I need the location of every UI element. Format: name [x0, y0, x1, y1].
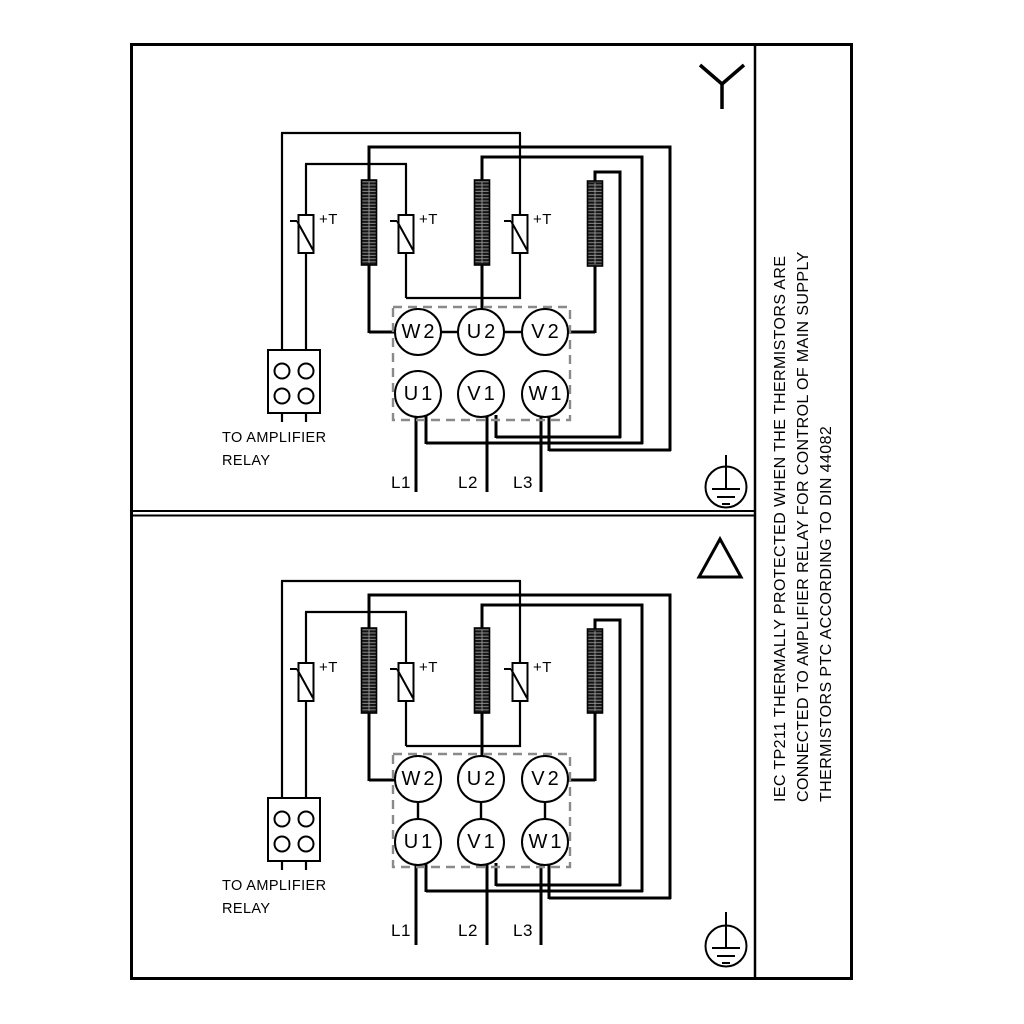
- thermistor-label: +T: [533, 211, 552, 228]
- supply-label-l1: L1: [391, 473, 411, 492]
- star-icon: [700, 65, 744, 109]
- supply-label-l2: L2: [458, 473, 478, 492]
- side-note-column: [757, 43, 853, 980]
- side-note-line1: IEC TP211 THERMALLY PROTECTED WHEN THE THERMISTORS ARE: [772, 255, 789, 802]
- supply-label-l2: L2: [458, 921, 478, 940]
- thermistor-label: +T: [319, 659, 338, 676]
- terminal-v2: V2: [521, 308, 569, 356]
- side-note-line3: THERMISTORS PTC ACCORDING TO DIN 44082: [818, 425, 835, 802]
- terminal-w2: W2: [394, 755, 442, 803]
- thermistor-label: +T: [419, 659, 438, 676]
- terminal-w2: W2: [394, 308, 442, 356]
- amplifier-relay-note-line2: RELAY: [222, 453, 271, 469]
- amplifier-relay-note-line2: RELAY: [222, 901, 271, 917]
- supply-label-l1: L1: [391, 921, 411, 940]
- terminal-u1: U1: [394, 818, 442, 866]
- terminal-u2: U2: [457, 308, 505, 356]
- earth-ground-icon: [706, 455, 747, 508]
- side-note-text: [769, 222, 841, 802]
- amplifier-relay-note-line1: TO AMPLIFIER: [222, 430, 327, 446]
- terminal-u2: U2: [457, 755, 505, 803]
- side-note-line2: CONNECTED TO AMPLIFIER RELAY FOR CONTROL OF MAIN SUPPLY: [795, 250, 812, 802]
- terminal-w1: W1: [521, 818, 569, 866]
- amplifier-relay-terminals: [268, 350, 320, 413]
- terminal-u1: U1: [394, 370, 442, 418]
- thermistor-label: +T: [419, 211, 438, 228]
- terminal-v2: V2: [521, 755, 569, 803]
- terminal-w1: W1: [521, 370, 569, 418]
- amplifier-relay-note-line1: TO AMPLIFIER: [222, 878, 327, 894]
- supply-label-l3: L3: [513, 921, 533, 940]
- thermistor-label: +T: [319, 211, 338, 228]
- terminal-v1: V1: [457, 818, 505, 866]
- amplifier-relay-terminals: [268, 798, 320, 861]
- delta-icon: [699, 539, 741, 577]
- terminal-v1: V1: [457, 370, 505, 418]
- earth-ground-icon: [706, 912, 747, 967]
- supply-label-l3: L3: [513, 473, 533, 492]
- thermistor-label: +T: [533, 659, 552, 676]
